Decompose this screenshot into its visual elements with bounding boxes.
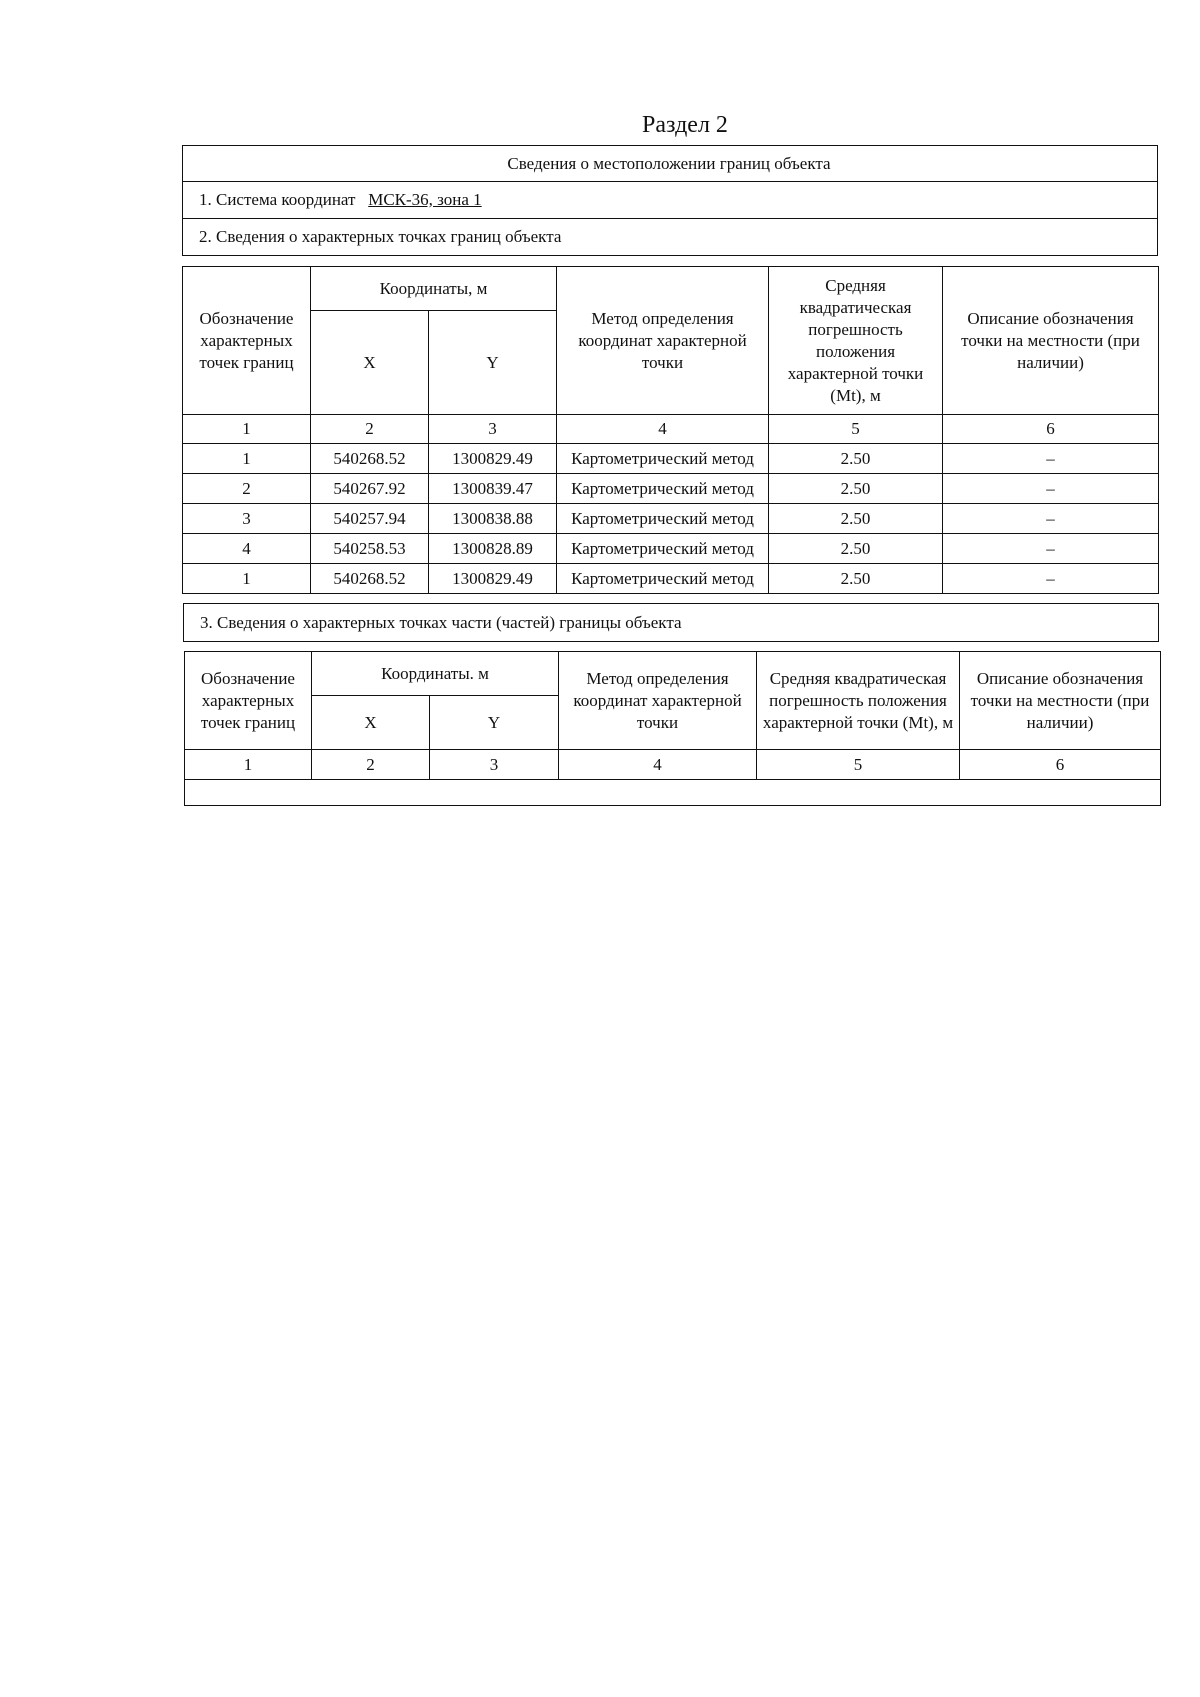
t2-header-error: Средняя квадратическая погрешность положения характерной точки (Mt), м [757,652,960,750]
box-heading: Сведения о местоположении границ объекта [183,146,1158,182]
t2-col-number: 6 [960,750,1161,780]
error-cell: 2.50 [769,504,943,534]
table-row [183,534,1159,564]
t1-col-number: 3 [429,415,557,444]
points-heading: 2. Сведения о характерных точках границ объекта [183,219,1158,256]
y-cell: 1300839.47 [429,474,557,504]
t1-header-desc: Описание обозначения точки на местности (при наличии) [943,267,1159,415]
t1-header-method: Метод определения координат характерной точки [557,267,769,415]
empty-cell [185,780,1161,806]
desc-cell: – [943,444,1159,474]
t1-header-point: Обозначение характерных точек границ [183,267,311,415]
point-cell: 1 [183,444,311,474]
t2-header-desc: Описание обозначения точки на местности (при наличии) [960,652,1161,750]
t1-col-number: 4 [557,415,769,444]
t1-col-number: 6 [943,415,1159,444]
t1-col-number: 2 [311,415,429,444]
parts-heading: 3. Сведения о характерных точках части (частей) границы объекта [184,604,1159,642]
method-cell: Картометрический метод [557,444,769,474]
error-cell: 2.50 [769,534,943,564]
parts-heading-box [183,603,1159,642]
method-cell: Картометрический метод [557,504,769,534]
x-cell: 540257.94 [311,504,429,534]
error-cell: 2.50 [769,474,943,504]
table-row [183,564,1159,594]
t1-col-number: 5 [769,415,943,444]
section-title: Раздел 2 [642,112,728,138]
table-row [183,444,1159,474]
y-cell: 1300828.89 [429,534,557,564]
table-row [183,504,1159,534]
error-cell: 2.50 [769,564,943,594]
t1-header-x: X [311,311,429,415]
method-cell: Картометрический метод [557,534,769,564]
coord-system-row [183,182,1158,219]
t1-col-number: 1 [183,415,311,444]
method-cell: Картометрический метод [557,474,769,504]
y-cell: 1300838.88 [429,504,557,534]
point-cell: 2 [183,474,311,504]
method-cell: Картометрический метод [557,564,769,594]
t2-col-number: 5 [757,750,960,780]
t2-header-point: Обозначение характерных точек границ [185,652,312,750]
t1-header-coords: Координаты, м [311,267,557,311]
desc-cell: – [943,564,1159,594]
t2-header-method: Метод определения координат характерной точки [559,652,757,750]
table-row [183,474,1159,504]
x-cell: 540267.92 [311,474,429,504]
x-cell: 540268.52 [311,564,429,594]
header-box [182,145,1158,256]
part-points-table [184,651,1161,806]
x-cell: 540258.53 [311,534,429,564]
t1-header-y: Y [429,311,557,415]
t2-col-number: 3 [430,750,559,780]
error-cell: 2.50 [769,444,943,474]
empty-row [185,780,1161,806]
y-cell: 1300829.49 [429,564,557,594]
x-cell: 540268.52 [311,444,429,474]
y-cell: 1300829.49 [429,444,557,474]
t2-header-coords: Координаты. м [312,652,559,696]
desc-cell: – [943,504,1159,534]
t2-col-number: 1 [185,750,312,780]
point-cell: 1 [183,564,311,594]
boundary-points-table [182,266,1159,594]
point-cell: 4 [183,534,311,564]
t2-header-x: X [312,696,430,750]
t2-col-number: 4 [559,750,757,780]
t2-header-y: Y [430,696,559,750]
desc-cell: – [943,534,1159,564]
t2-col-number: 2 [312,750,430,780]
desc-cell: – [943,474,1159,504]
coord-system-value: МСК-36, зона 1 [368,190,482,209]
point-cell: 3 [183,504,311,534]
t1-header-error: Средняя квадратическая погрешность положения характерной точки (Mt), м [769,267,943,415]
coord-system-label: 1. Система координат [199,190,356,209]
